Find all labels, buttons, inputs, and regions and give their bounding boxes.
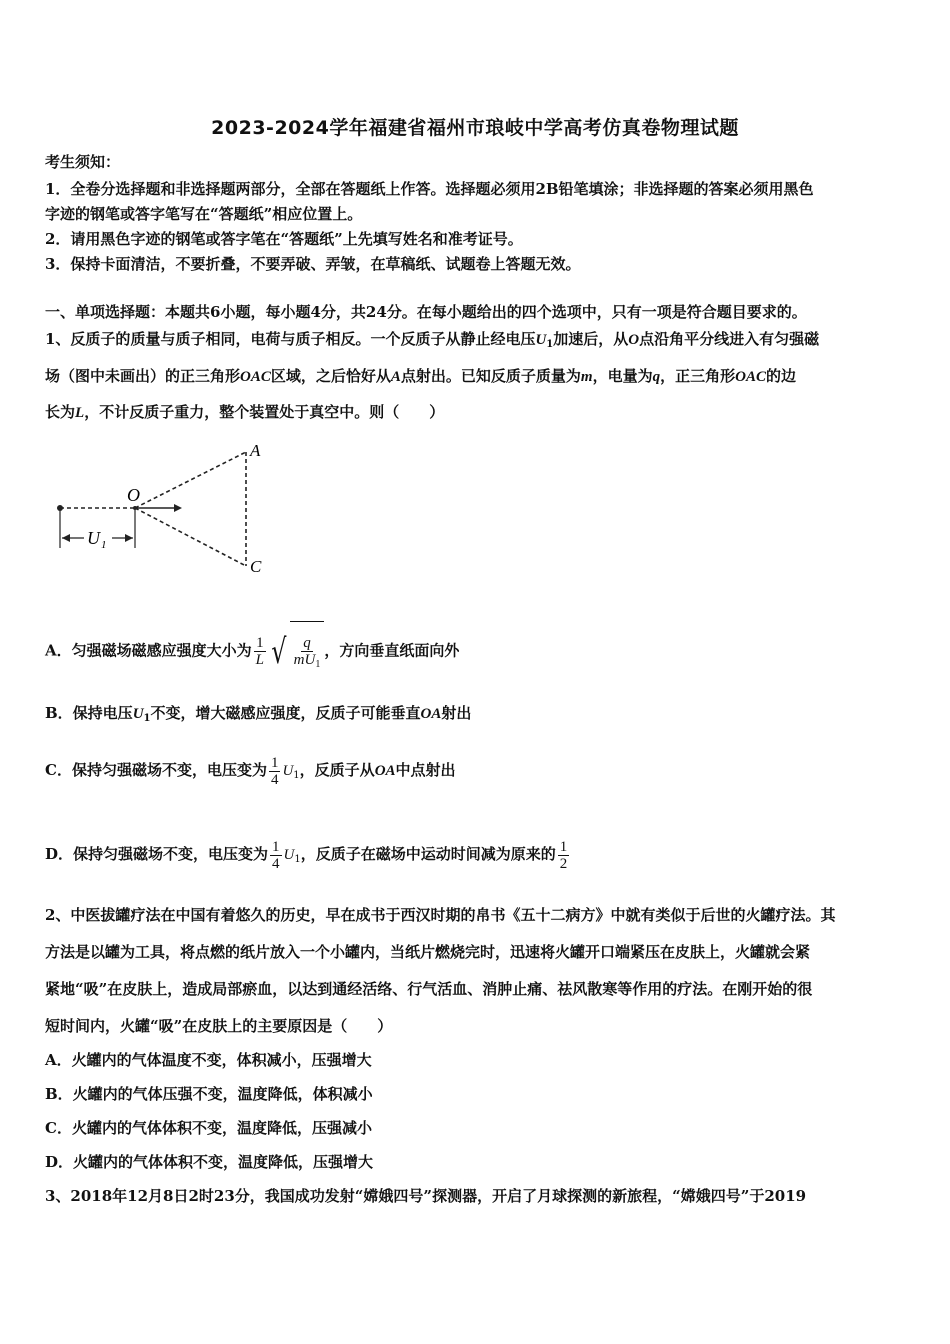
section-heading: 一、单项选择题：本题共6小题，每小题4分，共24分。在每小题给出的四个选项中，只有一项是符合题目要求的。 (45, 303, 807, 321)
label-U: U (87, 528, 100, 548)
q1-stem-line3: 长为L，不计反质子重力，整个装置处于真空中。则（ ） (45, 403, 445, 421)
q1-option-a[interactable]: A．匀强磁场磁感应强度大小为 $\frac{1}{L}$ √ $\frac{q}{mU_1}$ ，方向垂直纸面向外 (45, 621, 459, 682)
direction-arrowhead (174, 504, 182, 512)
q2-option-d[interactable]: D．火罐内的气体体积不变，温度降低，压强增大 (45, 1153, 374, 1171)
q2-stem-line: 方法是以罐为工具，将点燃的纸片放入一个小罐内，当纸片燃烧完时，迅速将火罐开口端紧压在皮肤上，火罐就会紧 (45, 943, 811, 961)
dim-arrow-left (62, 534, 70, 542)
q1-stem-line2: 场（图中未画出）的正三角形OAC区域，之后恰好从A点射出。已知反质子质量为m，电量为q，正三角形OAC的边 (45, 367, 796, 385)
q2-stem-line: 紧地“吸”在皮肤上，造成局部瘀血，以达到通经活络、行气活血、消肿止痛、祛风散寒等作用的疗法。在刚开始的很 (45, 980, 813, 998)
q1-option-d[interactable]: D．保持匀强磁场不变，电压变为 $\frac{1}{4}$ $U_1$，反质子在磁场中运动时间减为原来的 $\frac{1}{2}$ (45, 838, 568, 872)
q3-stem-line: 3、2018年12月8日2时23分，我国成功发射“嫦娥四号”探测器，开启了月球探测的新旅程，“嫦娥四号”于2019 (45, 1187, 807, 1205)
point-O (133, 506, 137, 510)
q1-option-b[interactable]: B．保持电压$U_1$不变，增大磁感应强度，反质子可能垂直OA射出 (45, 704, 472, 724)
notice-item: 1．全卷分选择题和非选择题两部分，全部在答题纸上作答。选择题必须用2B铅笔填涂；非选择题的答案必须用黑色 (45, 180, 814, 198)
notice-item: 字迹的钢笔或答字笔写在“答题纸”相应位置上。 (45, 205, 363, 223)
segment-OC (135, 508, 246, 566)
notice-item: 2．请用黑色字迹的钢笔或答字笔在“答题纸”上先填写姓名和准考证号。 (45, 230, 523, 248)
q2-stem-line: 短时间内，火罐“吸”在皮肤上的主要原因是（ ） (45, 1017, 393, 1035)
q1-option-c[interactable]: C．保持匀强磁场不变，电压变为 $\frac{1}{4}$ $U_1$，反质子从OA中点射出 (45, 754, 456, 788)
label-C: C (250, 557, 262, 576)
q1-figure (50, 440, 280, 580)
q1-stem-line1: 1、反质子的质量与质子相同，电荷与质子相反。一个反质子从静止经电压$U_1$加速后，从O点沿角平分线进入有匀强磁 (45, 330, 820, 350)
q2-option-a[interactable]: A．火罐内的气体温度不变，体积减小，压强增大 (45, 1051, 372, 1069)
q2-option-b[interactable]: B．火罐内的气体压强不变，温度降低，体积减小 (45, 1085, 373, 1103)
label-A: A (250, 441, 261, 460)
dim-arrow-right (125, 534, 133, 542)
notice-item: 3．保持卡面清洁，不要折叠，不要弄破、弄皱，在草稿纸、试题卷上答题无效。 (45, 255, 581, 273)
page-title: 2023-2024学年福建省福州市琅岐中学高考仿真卷物理试题 (211, 117, 739, 139)
q2-option-c[interactable]: C．火罐内的气体体积不变，温度降低，压强减小 (45, 1119, 372, 1137)
segment-OA (135, 452, 246, 508)
notice-heading: 考生须知： (45, 153, 121, 171)
label-U-sub: 1 (101, 539, 107, 551)
q2-stem-line: 2、中医拔罐疗法在中国有着悠久的历史，早在成书于西汉时期的帛书《五十二病方》中就有类似于后世的火罐疗法。其 (45, 906, 836, 924)
label-O: O (127, 485, 140, 505)
